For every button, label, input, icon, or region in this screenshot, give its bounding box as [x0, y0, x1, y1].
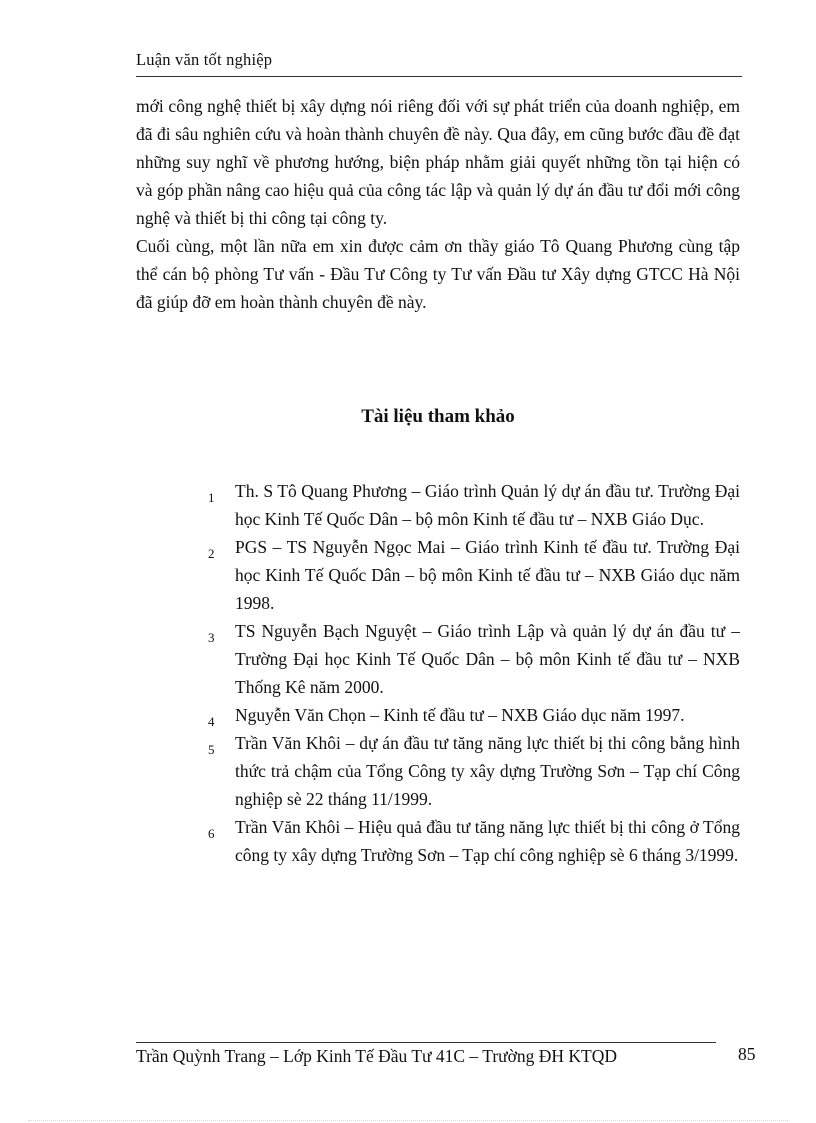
references-list: [200, 477, 740, 869]
reference-text: Trần Văn Khôi – dự án đầu tư tăng năng lực thiết bị thi công bằng hình thức trả chậm của Tổng Công ty xây dựng Trường Sơn – Tạp chí Công nghiệp sè 22 tháng 11/1999.: [235, 733, 740, 809]
references-title: Tài liệu tham khảo: [361, 406, 515, 427]
body-paragraph: Cuối cùng, một lần nữa em xin được cảm ơn thầy giáo Tô Quang Phương cùng tập thể cán bộ phòng Tư vấn - Đầu Tư Công ty Tư vấn Đầu tư Xây dựng GTCC Hà Nội đã giúp đỡ em hoàn thành chuyên đề này.: [136, 236, 740, 312]
reference-item: [200, 729, 740, 813]
reference-number: 1: [208, 490, 215, 505]
reference-item: [200, 701, 740, 729]
reference-text: TS Nguyễn Bạch Nguyệt – Giáo trình Lập và quản lý dự án đầu tư – Trường Đại học Kinh Tế Quốc Dân – bộ môn Kinh tế đầu tư – NXB Thống Kê năm 2000.: [235, 621, 740, 697]
reference-number: 4: [208, 714, 215, 729]
page-number: 85: [738, 1044, 756, 1064]
reference-number: 3: [208, 630, 215, 645]
body-text: [136, 92, 740, 316]
body-paragraph: mới công nghệ thiết bị xây dựng nói riêng đối với sự phát triển của doanh nghiệp, em đã đi sâu nghiên cứu và hoàn thành chuyên đề này. Qua đây, em cũng bước đầu đề đạt những suy nghĩ về phương hướng, biện pháp nhằm giải quyết những tồn tại hiện có và góp phần nâng cao hiệu quả của công tác lập và quản lý dự án đầu tư đổi mới công nghệ và thiết bị thi công tại công ty.: [136, 96, 740, 228]
reference-text: PGS – TS Nguyễn Ngọc Mai – Giáo trình Kinh tế đầu tư. Trường Đại học Kinh Tế Quốc Dân – bộ môn Kinh tế đầu tư – NXB Giáo dục năm 1998.: [235, 537, 740, 613]
reference-number: 6: [208, 826, 215, 841]
reference-text: Trần Văn Khôi – Hiệu quả đầu tư tăng năng lực thiết bị thi công ở Tổng công ty xây dựng Trường Sơn – Tạp chí công nghiệp sè 6 tháng 3/1999.: [235, 817, 740, 865]
reference-item: [200, 477, 740, 533]
footer-divider: [136, 1042, 716, 1043]
header-divider: [136, 76, 742, 77]
page-header: Luận văn tốt nghiệp: [136, 50, 273, 69]
reference-text: Nguyễn Văn Chọn – Kinh tế đầu tư – NXB Giáo dục năm 1997.: [235, 705, 685, 725]
footer-text: Trần Quỳnh Trang – Lớp Kinh Tế Đầu Tư 41C – Trường ĐH KTQD: [136, 1046, 618, 1066]
reference-number: 5: [208, 742, 215, 757]
reference-item: [200, 813, 740, 869]
reference-text: Th. S Tô Quang Phương – Giáo trình Quản lý dự án đầu tư. Trường Đại học Kinh Tế Quốc Dân – bộ môn Kinh tế đầu tư – NXB Giáo Dục.: [235, 481, 740, 529]
reference-item: [200, 617, 740, 701]
reference-number: 2: [208, 546, 215, 561]
reference-item: [200, 533, 740, 617]
page-edge-divider: [28, 1120, 788, 1121]
